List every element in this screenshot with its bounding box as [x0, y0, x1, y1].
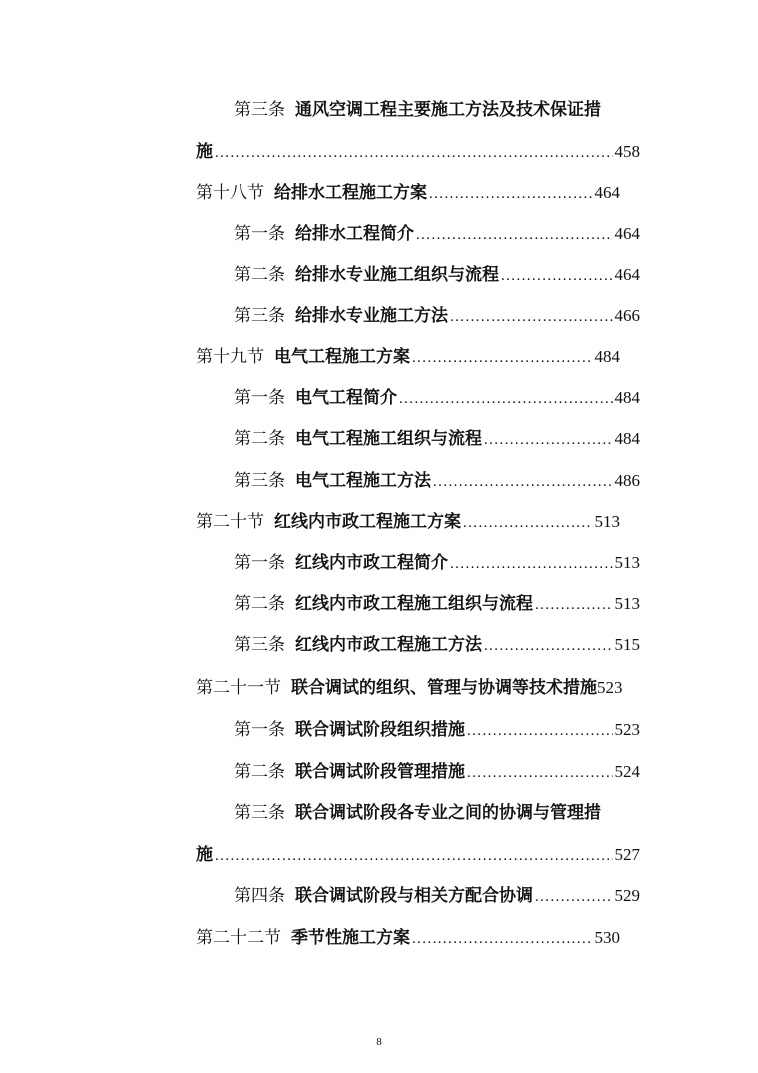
toc-number: 第一条	[234, 553, 285, 573]
toc-number: 第一条	[234, 224, 285, 244]
toc-entry[interactable]	[196, 343, 620, 371]
toc-title: 电气工程施工组织与流程	[295, 429, 482, 449]
toc-title: 联合调试阶段管理措施	[295, 762, 465, 782]
toc-page: 527	[614, 845, 640, 864]
leader-dots	[215, 842, 613, 870]
toc-title: 施	[196, 142, 213, 162]
toc-title: 红线内市政工程简介	[295, 553, 448, 573]
toc-label	[234, 425, 482, 453]
toc-label	[234, 467, 431, 495]
leader-dots	[412, 925, 593, 953]
toc-title: 给排水工程简介	[295, 224, 414, 244]
toc-title: 电气工程施工方案	[274, 347, 410, 367]
toc-page: 523	[597, 678, 623, 697]
toc-entry[interactable]	[234, 758, 640, 786]
toc-entry[interactable]	[234, 549, 640, 577]
toc-title: 给排水专业施工方法	[295, 306, 448, 326]
leader-dots	[429, 180, 593, 208]
leader-dots	[467, 717, 613, 745]
toc-label	[234, 302, 448, 330]
toc-entry[interactable]	[234, 220, 640, 248]
toc-label	[234, 549, 448, 577]
toc-label	[196, 179, 427, 207]
toc-label	[196, 841, 213, 869]
toc-label	[234, 220, 414, 248]
toc-label	[234, 758, 465, 786]
toc-title: 给排水工程施工方案	[274, 183, 427, 203]
toc-number: 第二十一节	[196, 678, 281, 698]
toc-label	[234, 799, 601, 827]
toc-entry[interactable]	[196, 508, 620, 536]
toc-entry[interactable]	[196, 674, 640, 702]
toc-label	[234, 96, 601, 124]
toc-number: 第三条	[234, 306, 285, 326]
toc-title: 通风空调工程主要施工方法及技术保证措	[295, 100, 601, 120]
leader-dots	[450, 550, 613, 578]
toc-number: 第一条	[234, 720, 285, 740]
toc-page: 529	[614, 886, 640, 905]
toc-page: 523	[614, 720, 640, 739]
toc-page: 466	[614, 306, 640, 325]
toc-number: 第二条	[234, 265, 285, 285]
leader-dots	[501, 262, 613, 290]
toc-title: 电气工程简介	[295, 388, 397, 408]
toc-title: 季节性施工方案	[291, 928, 410, 948]
toc-label	[196, 343, 410, 371]
leader-dots	[433, 468, 613, 496]
toc-page: 484	[614, 388, 640, 407]
toc-page: 484	[614, 429, 640, 448]
leader-dots	[215, 139, 613, 167]
toc-label	[234, 631, 482, 659]
toc-entry[interactable]	[196, 138, 640, 166]
toc-label	[234, 882, 533, 910]
toc-entry[interactable]	[234, 882, 640, 910]
toc-page: 513	[594, 512, 620, 531]
toc-entry[interactable]	[196, 841, 640, 869]
toc-title: 联合调试阶段各专业之间的协调与管理措	[295, 803, 601, 823]
toc-number: 第二条	[234, 762, 285, 782]
toc-label	[234, 261, 499, 289]
page-number: 8	[376, 1036, 382, 1048]
toc-page: 513	[614, 594, 640, 613]
toc-entry[interactable]	[196, 179, 620, 207]
toc-entry[interactable]	[234, 716, 640, 744]
toc-page: 486	[614, 471, 640, 490]
toc-entry[interactable]	[234, 631, 640, 659]
toc-number: 第一条	[234, 388, 285, 408]
toc-number: 第二十节	[196, 512, 264, 532]
toc-page: 515	[614, 635, 640, 654]
toc-label	[196, 924, 410, 952]
toc-entry[interactable]	[234, 425, 640, 453]
toc-label	[234, 384, 397, 412]
toc-entry[interactable]	[234, 302, 640, 330]
toc-number: 第三条	[234, 803, 285, 823]
leader-dots	[484, 632, 613, 660]
toc-entry[interactable]	[234, 467, 640, 495]
toc-number: 第十八节	[196, 183, 264, 203]
leader-dots	[467, 759, 613, 787]
leader-dots	[463, 509, 593, 537]
toc-title: 联合调试阶段与相关方配合协调	[295, 886, 533, 906]
toc-number: 第十九节	[196, 347, 264, 367]
toc-label	[196, 508, 461, 536]
leader-dots	[416, 221, 613, 249]
toc-number: 第二条	[234, 429, 285, 449]
toc-page: 530	[594, 928, 620, 947]
toc-number: 第三条	[234, 471, 285, 491]
toc-label	[234, 590, 533, 618]
toc-page: 524	[614, 762, 640, 781]
toc-page: 464	[614, 265, 640, 284]
toc-title: 联合调试阶段组织措施	[295, 720, 465, 740]
toc-title: 红线内市政工程施工方案	[274, 512, 461, 532]
toc-title: 施	[196, 845, 213, 865]
toc-number: 第四条	[234, 886, 285, 906]
toc-entry[interactable]	[234, 384, 640, 412]
toc-entry[interactable]	[234, 799, 640, 827]
toc-title: 给排水专业施工组织与流程	[295, 265, 499, 285]
toc-page: 513	[614, 553, 640, 572]
toc-number: 第三条	[234, 635, 285, 655]
leader-dots	[450, 303, 613, 331]
toc-number: 第二条	[234, 594, 285, 614]
toc-page: 464	[614, 224, 640, 243]
toc-title: 电气工程施工方法	[295, 471, 431, 491]
toc-entry[interactable]	[234, 261, 640, 289]
toc-title: 红线内市政工程施工组织与流程	[295, 594, 533, 614]
toc-title: 红线内市政工程施工方法	[295, 635, 482, 655]
toc-page: 458	[614, 142, 640, 161]
leader-dots	[535, 883, 613, 911]
toc-label	[234, 716, 465, 744]
toc-label	[196, 674, 597, 702]
leader-dots	[412, 344, 593, 372]
toc-page: 464	[594, 183, 620, 202]
toc-page: 484	[594, 347, 620, 366]
toc-title: 联合调试的组织、管理与协调等技术措施	[291, 678, 597, 698]
toc-entry[interactable]	[234, 96, 640, 124]
toc-entry[interactable]	[234, 590, 640, 618]
toc-entry[interactable]	[196, 924, 620, 952]
toc-number: 第二十二节	[196, 928, 281, 948]
leader-dots	[399, 385, 613, 413]
leader-dots	[484, 426, 613, 454]
toc-number: 第三条	[234, 100, 285, 120]
leader-dots	[535, 591, 613, 619]
toc-label	[196, 138, 213, 166]
